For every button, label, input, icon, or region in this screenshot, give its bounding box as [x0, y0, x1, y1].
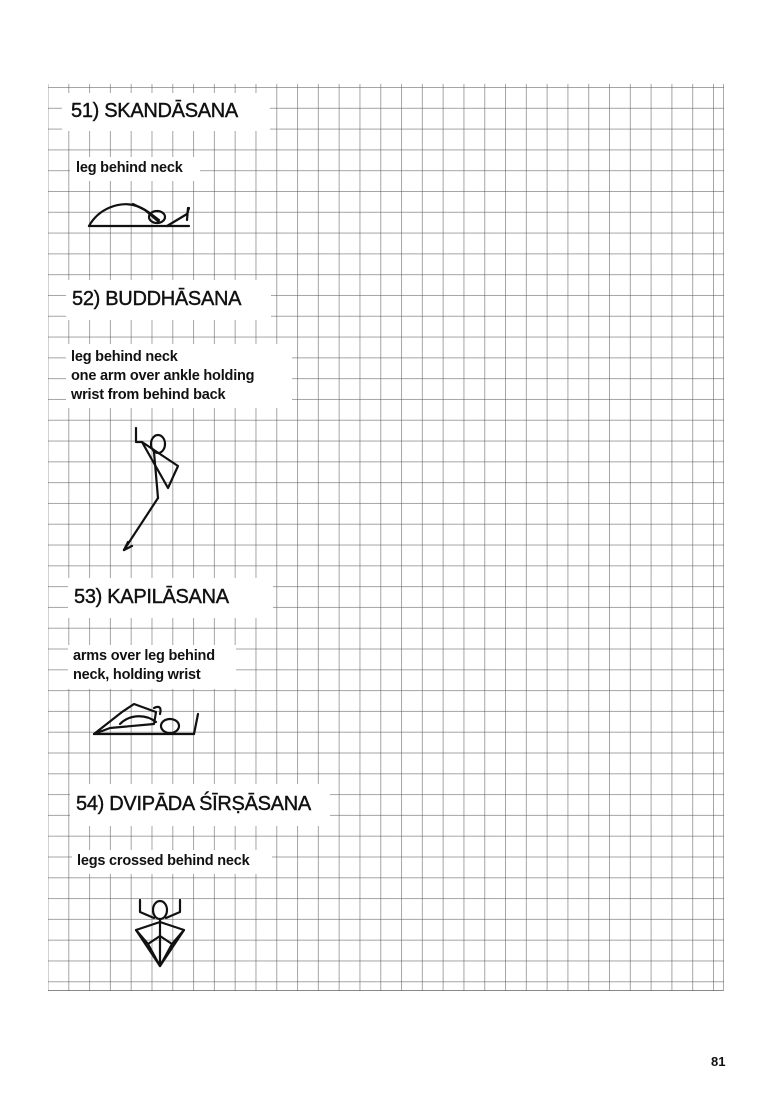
pose-53-description-line-1: arms over leg behind	[73, 648, 215, 664]
pose-52-description-line-1: leg behind neck	[71, 349, 178, 365]
pose-51-description-line-1: leg behind neck	[76, 160, 183, 176]
pose-52-figure-icon	[118, 426, 198, 556]
pose-52-description-line-2: one arm over ankle holding	[71, 368, 255, 384]
pose-51-title: 51) SKANDĀSANA	[71, 100, 238, 122]
page-number: 81	[711, 1054, 726, 1069]
pose-54-description-line-1: legs crossed behind neck	[77, 853, 250, 869]
pose-53-figure-icon	[90, 700, 205, 740]
pose-51-figure-icon	[85, 200, 195, 230]
pose-54-title: 54) DVIPĀDA ŚĪRṢĀSANA	[76, 793, 311, 815]
pose-53-title: 53) KAPILĀSANA	[74, 586, 229, 608]
pose-53-description-line-2: neck, holding wrist	[73, 667, 201, 683]
pose-52-title: 52) BUDDHĀSANA	[72, 288, 242, 310]
pose-52-description-line-3: wrist from behind back	[71, 387, 226, 403]
pose-54-figure-icon	[132, 896, 192, 972]
